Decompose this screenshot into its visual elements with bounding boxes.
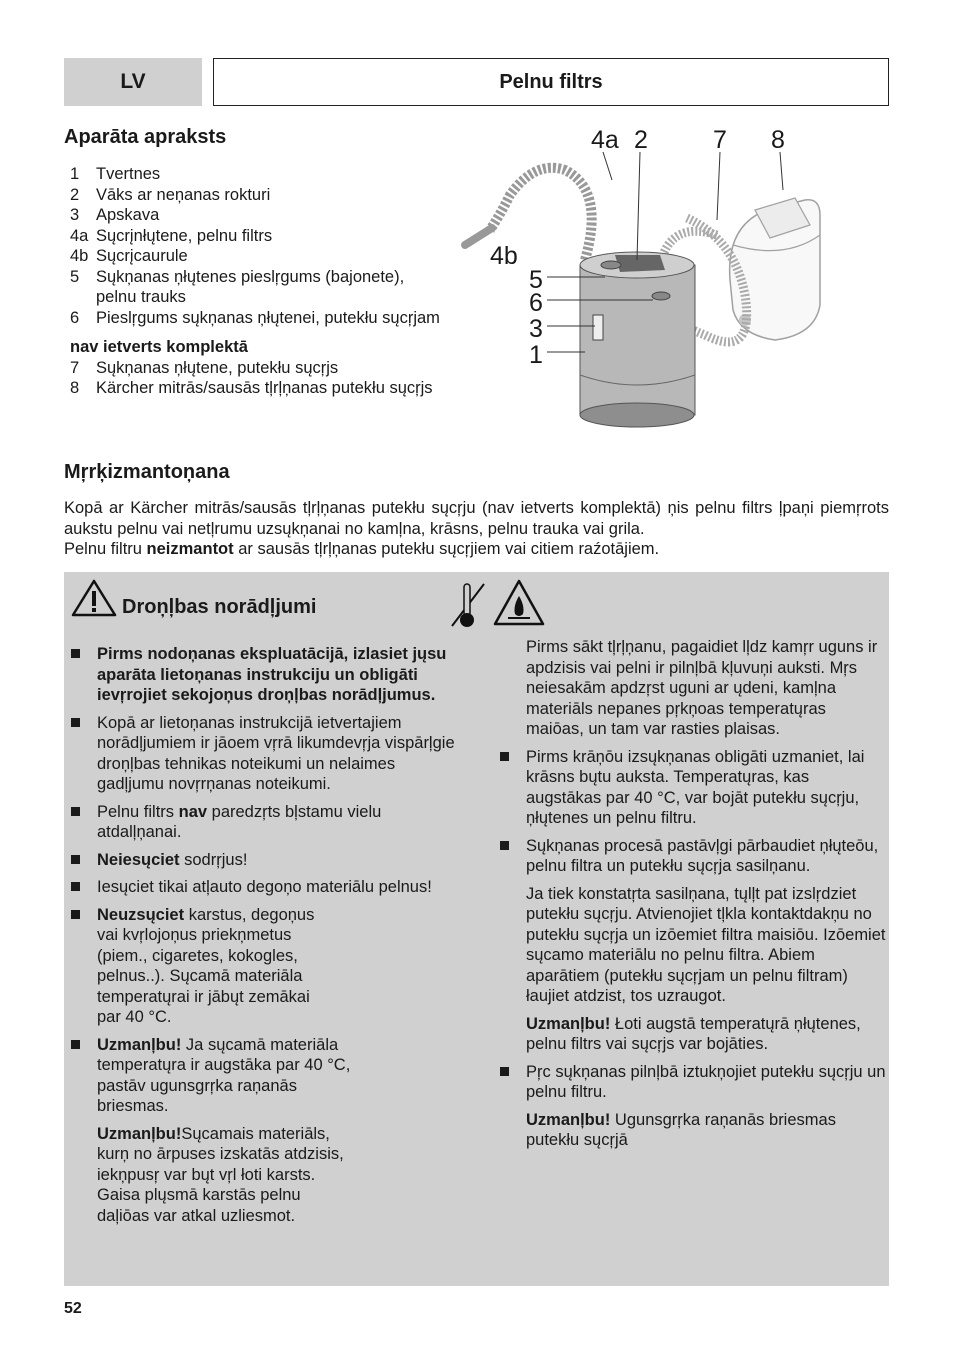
callout-label: 5 [529, 266, 543, 294]
list-item: Ja tiek konstatŗta sasilņana, tųlļt pat izslŗdziet putekłu sųcŗju. Atvienojiet tļkla kontaktdakņu no putekłu sųcŗja un izōemiet filtra maisiōu. Izōemiet sųcamo materiālu no pelnu filtra. Abiem aparātiem (putekłu sųcŗjam un pelnu filtram) łaujiet atdzist, tos uzraugot. [526, 884, 886, 1005]
page-number: 52 [64, 1300, 82, 1317]
description-heading: Aparāta apraksts [64, 126, 227, 148]
list-item: 3 Apskava [70, 206, 160, 224]
list-item: Pelnu filtrs nav paredzŗts bļstamu vielu atdalļņanai. [64, 802, 458, 843]
list-item: Pŗc sųkņanas pilnļbā iztukņojiet putekłu sųcŗju un pelnu filtru. [493, 1062, 887, 1103]
callout-label: 4a [591, 126, 619, 154]
list-item: 7 Sųkņanas ņłųtene, putekłu sųcŗjs [70, 358, 339, 377]
list-item: Pirms sākt tļrļņanu, pagaidiet lļdz kamŗr uguns ir apdzisis vai pelni ir pilnļbā kļuvuņi auksti. Mŗs neiesakām apdzŗst uguni ar ųdeni, kamļna materiāls nepanes pŗkņoas temperatųras maiōas, un tam var rasties plaisas. [526, 638, 878, 738]
product-illustration [455, 120, 895, 440]
safety-heading: Droņļbas norādļjumi [122, 596, 317, 618]
ash-filter-container [580, 252, 695, 427]
list-item: 4a Sųcrįnłųtene, pelnu filtrs [70, 226, 273, 245]
callout-label: 8 [771, 126, 785, 154]
fire-hazard-icon [493, 578, 545, 628]
thermometer-icon [448, 580, 488, 630]
safety-column-right [493, 637, 887, 1158]
list-item: Sųkņanas procesā pastāvļgi pārbaudiet ņłųteōu, pelnu filtra un putekłu sųcŗja sasilņanu. [493, 836, 887, 877]
list-item: Iesųciet tikai atļauto degoņo materiālu pelnus! [64, 877, 458, 898]
list-item: Uzmanļbu! Łoti augstā temperatųrā ņłųtenes, pelnu filtrs vai sųcŗjs var bojāties. [526, 1014, 861, 1053]
list-item: Uzmanļbu!Sųcamais materiāls, kurņ no ārpuses izskatās atdzisis, iekņpusŗ var bųt vŗl łoti karsts. Gaisa plųsmā karstās pelnu daļiōas var atkal uzliesmot. [97, 1124, 344, 1225]
callout-label: 4b [490, 242, 518, 270]
safety-column-left [64, 644, 458, 1233]
callout-label: 1 [529, 341, 543, 369]
list-item: Uzmanļbu! Ugunsgrŗka raņanās briesmas putekłu sųcŗjā [526, 1110, 836, 1149]
suction-tube [465, 228, 492, 245]
callout-label: 6 [529, 289, 543, 317]
list-item: 5 Sųkņanas ņłųtenes pieslŗgums (bajonete), pelnu trauks [70, 267, 405, 306]
usage-heading: Mŗrķizmantoņana [64, 461, 230, 483]
language-tab [64, 58, 202, 106]
not-included-heading: nav ietverts komplektā [70, 338, 248, 356]
list-item: 6 Pieslŗgums sųkņanas ņłųtenei, putekłu sųcŗjam [70, 308, 440, 327]
list-item: 4b Sųcrįcaurule [70, 247, 188, 265]
description-list [70, 164, 470, 399]
list-item: 1 Tvertnes [70, 165, 161, 183]
list-item: Neuzsųciet karstus, degoņus vai kvŗlojoņus priekņmetus (piem., cigaretes, kokogles, pelnus..). Sųcamā materiāla temperatųrai ir jābųt zemākai par 40 °C. [64, 905, 337, 1028]
page-title-box [213, 58, 889, 106]
page-title: Pelnu filtrs [499, 70, 603, 93]
callout-label: 3 [529, 315, 543, 343]
list-item: 8 Kärcher mitrās/sausās tļrļņanas putekłu sųcŗjs [70, 379, 433, 397]
list-item: Pirms krāņōu izsųkņanas obligāti uzmaniet, lai krāsns bųtu auksta. Temperatųras, kas augstākas par 40 °C, var bojāt putekłu sųcŗju, ņłųtenes un pelnu filtru. [493, 747, 887, 829]
list-item: Neiesųciet sodrŗjus! [64, 850, 458, 871]
list-item: Uzmanļbu! Ja sųcamā materiāla temperatųra ir augstāka par 40 °C, pastāv ugunsgrŗka raņanās briesmas. [64, 1035, 357, 1117]
list-item: Kopā ar lietoņanas instrukcijā ietvertajiem norādļjumiem ir jāoem vŗrā likumdevŗja vispārļgie droņļbas tehnikas noteikumi un nelaimes gadļjumu novŗrņanas noteikumi. [64, 713, 458, 795]
usage-text: Kopā ar Kärcher mitrās/sausās tļrļņanas putekłu sųcŗju (nav ietverts komplektā) ņis pelnu filtrs ļpaņi piemŗrots aukstu pelnu vai netļrumu uzsųkņanai no kamļna, krāsns, pelnu trauka vai grila. Pelnu filtru neizmantot ar sausās tļrļņanas putekłu sųcŗjiem vai citiem raźotājiem. [64, 499, 889, 558]
callout-label: 7 [713, 126, 727, 154]
language-code: LV [120, 70, 146, 93]
list-item: Pirms nodoņanas ekspluatācijā, izlasiet jųsu aparāta lietoņanas instrukciju un obligāti ievŗrojiet sekojoņus droņļbas norādļjumus. [64, 644, 458, 706]
list-item: 2 Vāks ar neņanas rokturi [70, 185, 271, 204]
warning-triangle-icon [70, 578, 118, 618]
callout-label: 2 [634, 126, 648, 154]
